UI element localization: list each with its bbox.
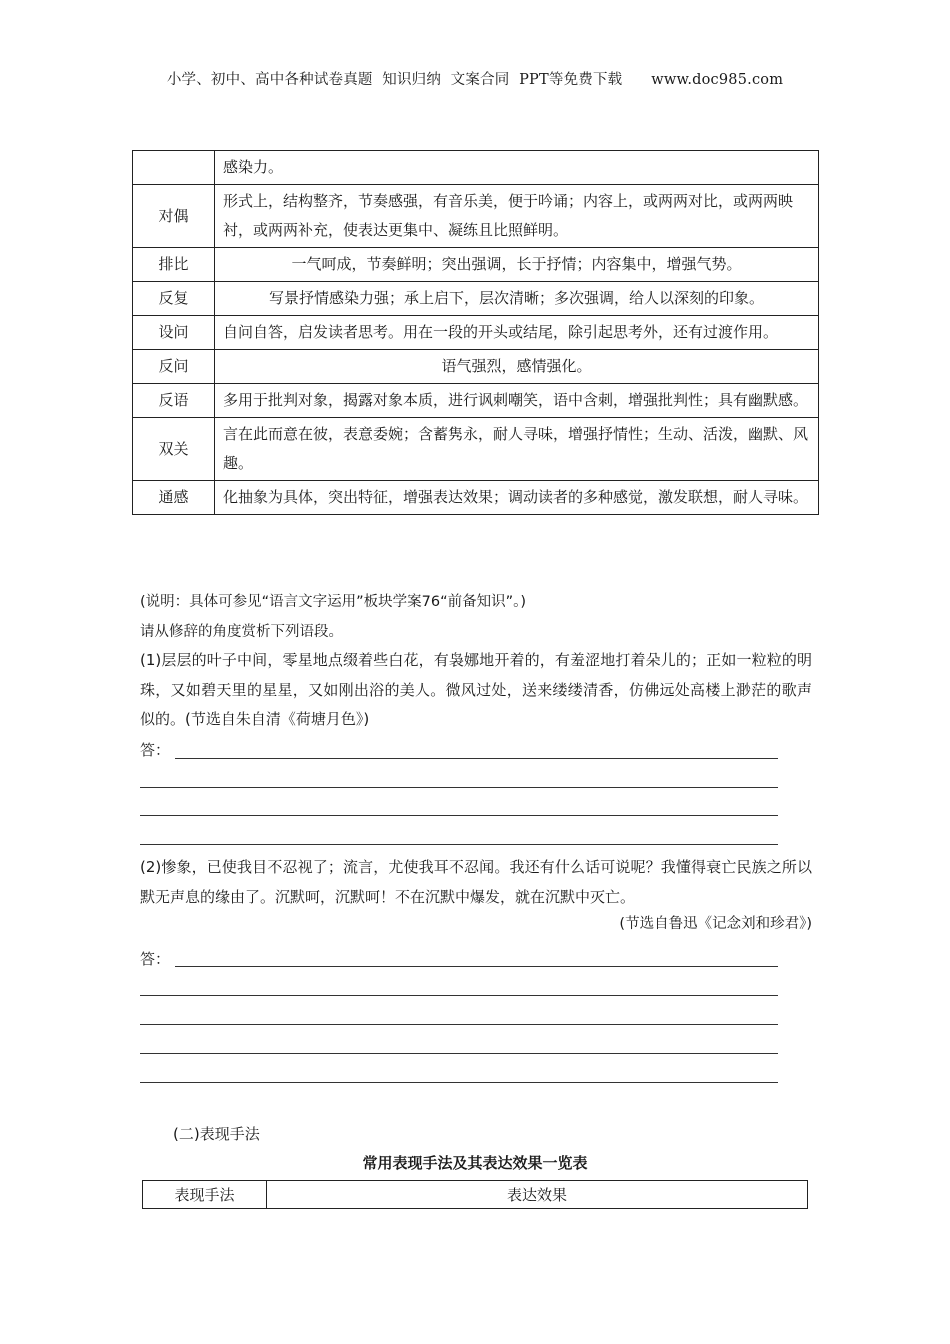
rhetoric-effect: 形式上，结构整齐，节奏感强，有音乐美，便于吟诵；内容上，或两两对比，或两两映衬，或两两补充，使表达更集中、凝练且比照鲜明。 xyxy=(215,185,819,248)
rhetoric-effect: 自问自答，启发读者思考。用在一段的开头或结尾，除引起思考外，还有过渡作用。 xyxy=(215,316,819,350)
answer-label-1: 答： xyxy=(140,741,171,759)
rhetoric-term: 反语 xyxy=(133,384,215,418)
rhetoric-term: 对偶 xyxy=(133,185,215,248)
rhetoric-effect: 一气呵成，节奏鲜明；突出强调，长于抒情；内容集中，增强气势。 xyxy=(215,248,819,282)
rhetoric-term: 反复 xyxy=(133,282,215,316)
table-row xyxy=(133,185,819,248)
answer-line[interactable] xyxy=(140,1006,778,1025)
answer-line[interactable] xyxy=(175,948,778,967)
header-effect: 表达效果 xyxy=(267,1181,808,1209)
expression-table-title: 常用表现手法及其表达效果一览表 xyxy=(362,1154,588,1172)
rhetoric-term: 设问 xyxy=(133,316,215,350)
answer-line[interactable] xyxy=(140,1064,778,1083)
answer-label-2: 答： xyxy=(140,950,171,968)
table-row xyxy=(133,418,819,481)
note-text: (说明：具体可参见“语言文字运用”板块学案76“前备知识”。) xyxy=(140,594,527,610)
table-row xyxy=(133,316,819,350)
page-header: 小学、初中、高中各种试卷真题 知识归纳 文案合同 PPT等免费下载 www.doc985.com xyxy=(166,72,784,88)
answer-line[interactable] xyxy=(140,826,778,845)
table-row xyxy=(133,481,819,515)
rhetoric-effect: 言在此而意在彼，表意委婉；含蓄隽永，耐人寻味，增强抒情性；生动、活泼，幽默、风趣。 xyxy=(215,418,819,481)
answer-line[interactable] xyxy=(175,740,778,759)
table-row xyxy=(133,282,819,316)
rhetoric-term xyxy=(133,151,215,185)
rhetoric-table xyxy=(132,150,819,515)
rhetoric-effect: 多用于批判对象，揭露对象本质，进行讽刺嘲笑，语中含刺，增强批判性；具有幽默感。 xyxy=(215,384,819,418)
section-title: (二)表现手法 xyxy=(173,1125,260,1143)
rhetoric-effect: 语气强烈，感情强化。 xyxy=(215,350,819,384)
rhetoric-effect: 感染力。 xyxy=(215,151,819,185)
table-row xyxy=(133,248,819,282)
rhetoric-effect: 写景抒情感染力强；承上启下，层次清晰；多次强调，给人以深刻的印象。 xyxy=(215,282,819,316)
rhetoric-term: 排比 xyxy=(133,248,215,282)
question-1-text: (1)层层的叶子中间，零星地点缀着些白花，有袅娜地开着的，有羞涩地打着朵儿的；正如一粒粒的明珠，又如碧天里的星星，又如刚出浴的美人。微风过处，送来缕缕清香，仿佛远处高楼上渺茫的歌声似的。(节选自朱自清《荷塘月色》) xyxy=(140,651,812,728)
rhetoric-term: 双关 xyxy=(133,418,215,481)
answer-line[interactable] xyxy=(140,769,778,788)
table-row xyxy=(133,350,819,384)
header-technique: 表现手法 xyxy=(143,1181,267,1209)
rhetoric-term: 反问 xyxy=(133,350,215,384)
answer-line[interactable] xyxy=(140,797,778,816)
question-prompt: 请从修辞的角度赏析下列语段。 xyxy=(140,624,343,640)
answer-line[interactable] xyxy=(140,977,778,996)
rhetoric-effect: 化抽象为具体，突出特征，增强表达效果；调动读者的多种感觉，激发联想，耐人寻味。 xyxy=(215,481,819,515)
table-row xyxy=(133,151,819,185)
answer-line[interactable] xyxy=(140,1035,778,1054)
table-row xyxy=(133,384,819,418)
expression-table xyxy=(142,1180,808,1209)
question-2-text: (2)惨象，已使我目不忍视了；流言，尤使我耳不忍闻。我还有什么话可说呢？我懂得衰亡民族之所以默无声息的缘由了。沉默呵，沉默呵！不在沉默中爆发，就在沉默中灭亡。 xyxy=(140,858,812,906)
question-2-source: (节选自鲁迅《记念刘和珍君》) xyxy=(619,916,812,932)
rhetoric-term: 通感 xyxy=(133,481,215,515)
